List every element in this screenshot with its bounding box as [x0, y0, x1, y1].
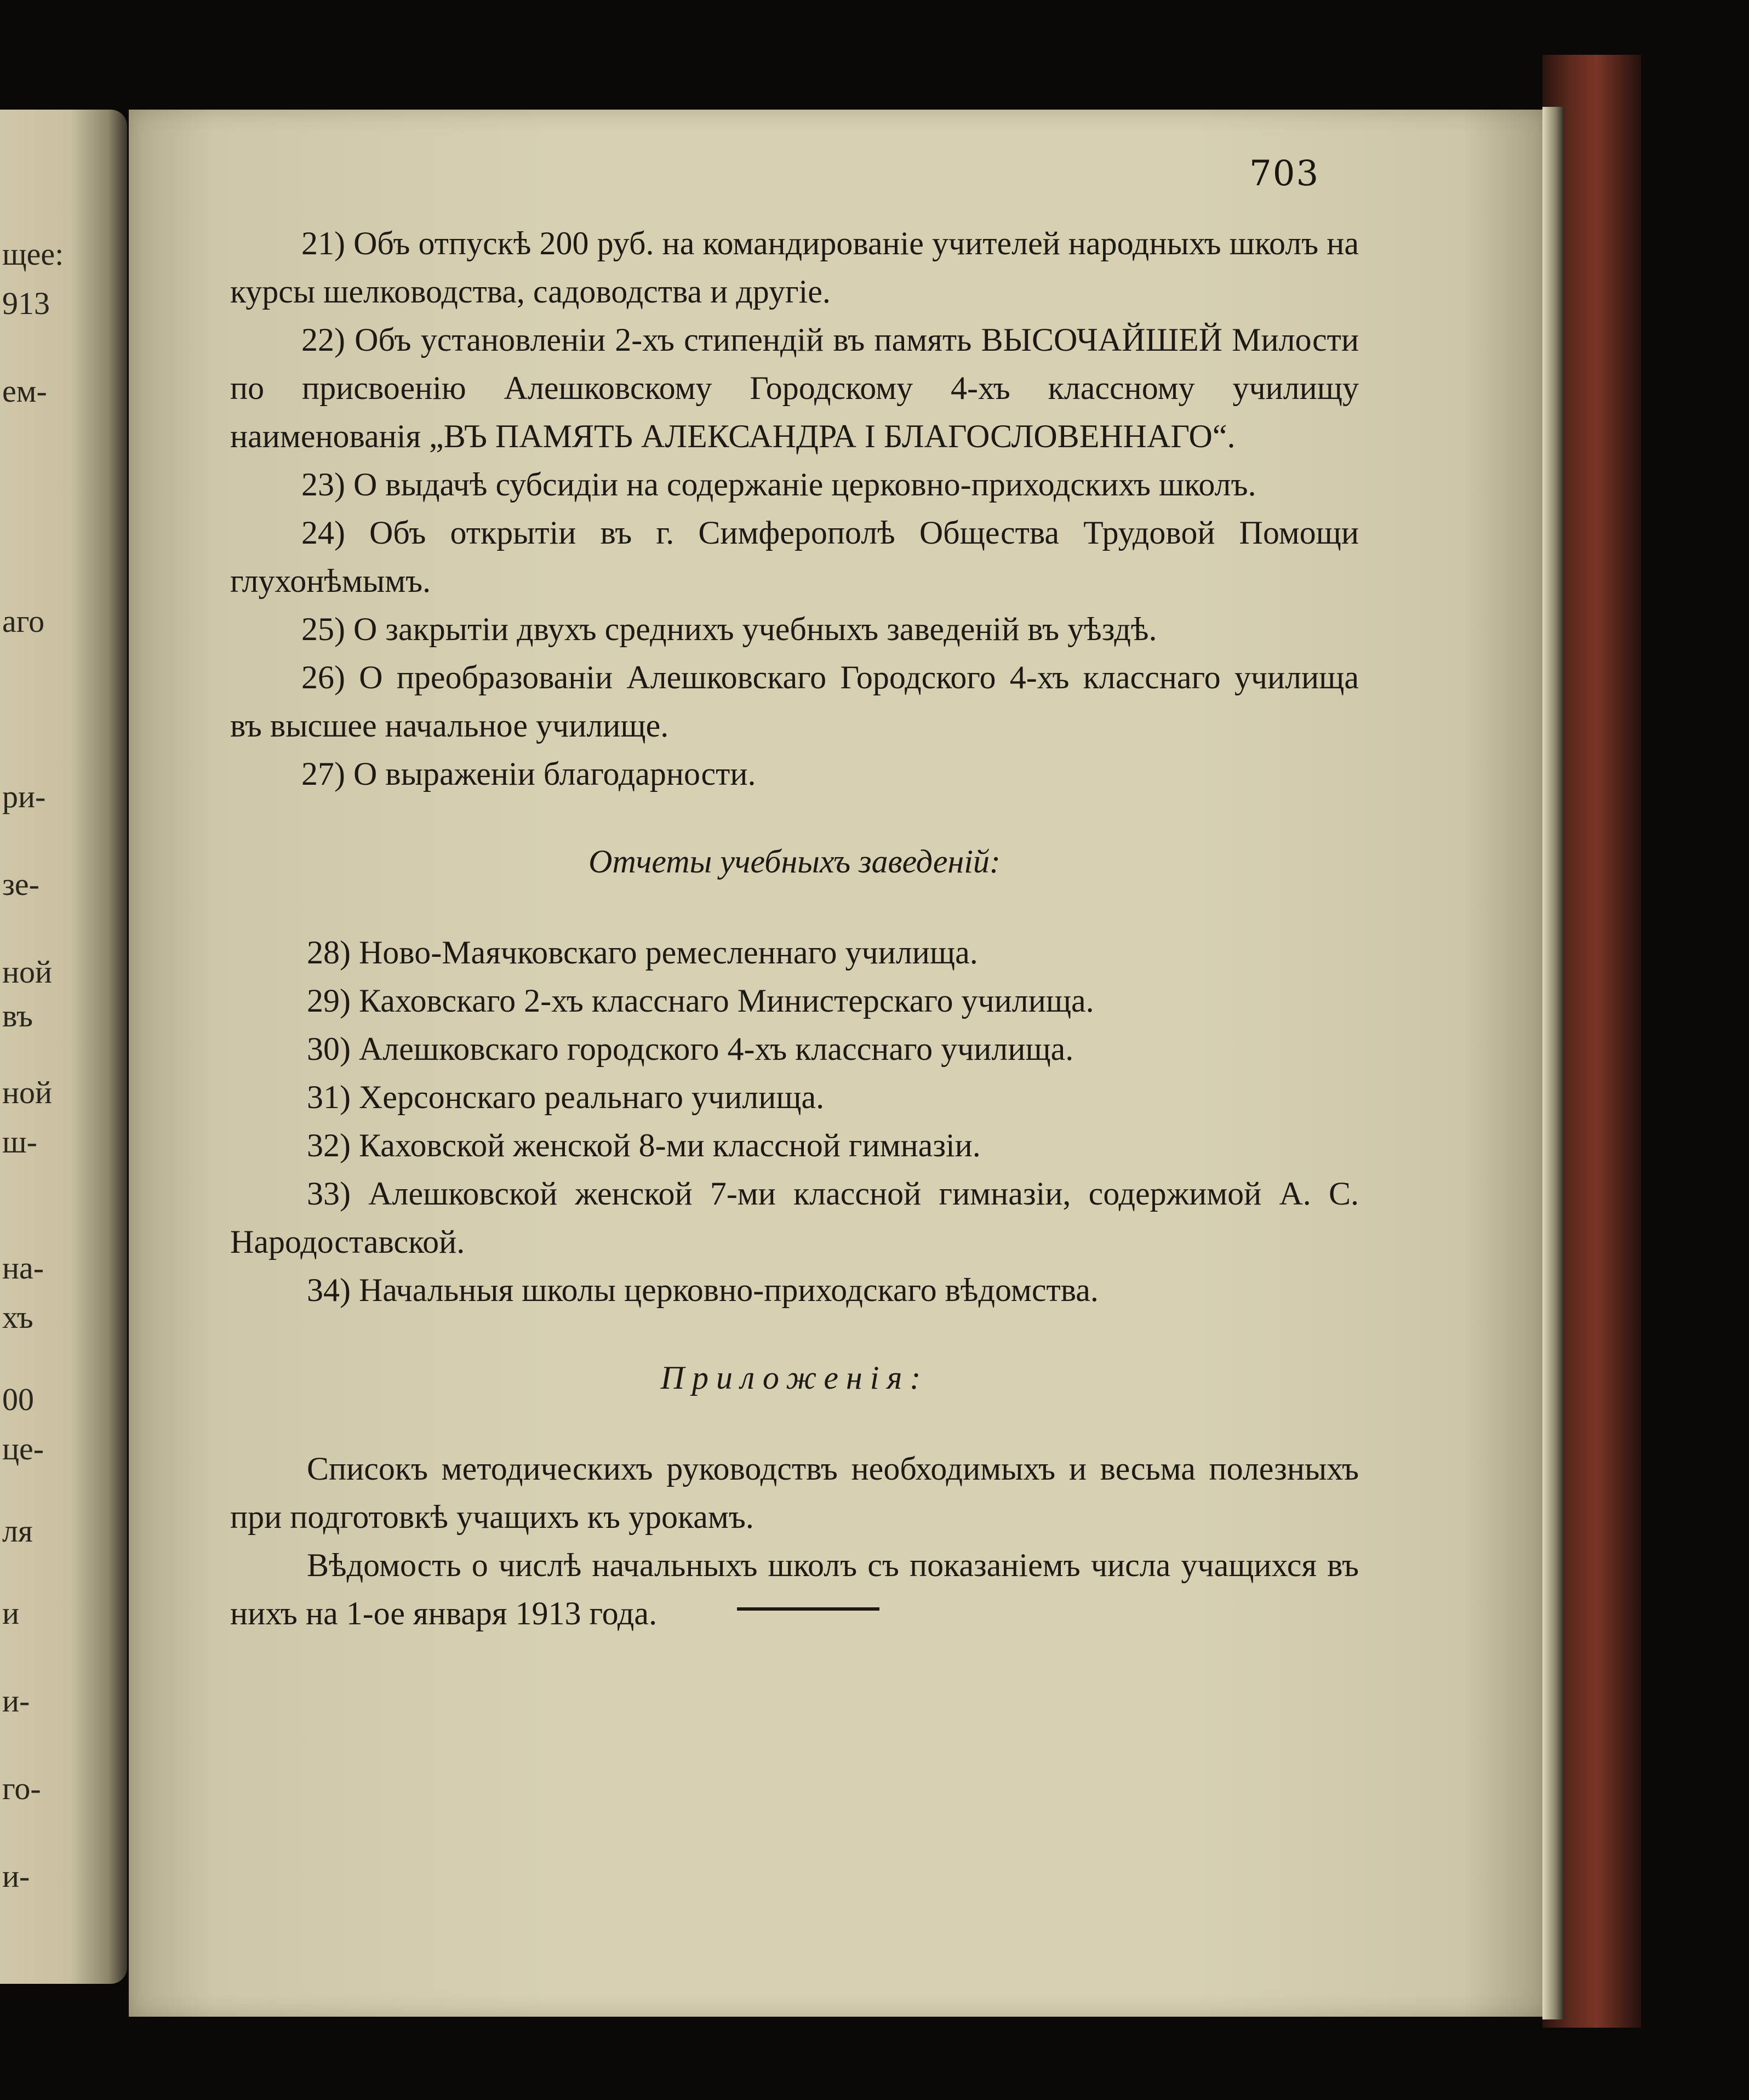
report-item: 31) Херсонскаго реальнаго училища. — [307, 1079, 825, 1115]
left-page-fragment: щее: — [2, 236, 64, 272]
section-heading-reports: Отчеты учебныхъ заведеній: — [588, 843, 1001, 880]
agenda-item: 26) О преобразованіи Алешковскаго Городского 4-хъ класснаго училища въ высшее начальное училище. — [230, 659, 1359, 744]
report-item: 32) Каховской женской 8-ми классной гимназіи. — [307, 1127, 981, 1163]
page-number: 703 — [1249, 153, 1320, 194]
agenda-item: 25) О закрытіи двухъ среднихъ учебныхъ заведеній въ уѣздѣ. — [301, 611, 1157, 647]
closing-rule — [737, 1607, 879, 1611]
page-gutter-shadow — [1542, 107, 1564, 2019]
appendix-item: Списокъ методическихъ руководствъ необходимыхъ и весьма полезныхъ при подготовкѣ учащихъ къ урокамъ. — [230, 1451, 1359, 1535]
report-item: 29) Каховскаго 2-хъ класснаго Министерскаго училища. — [307, 983, 1094, 1019]
appendix-item: Вѣдомость о числѣ начальныхъ школъ съ показаніемъ числа учащихся въ нихъ на 1-ое января 1913 года. — [230, 1547, 1359, 1631]
left-page-fragment: ной — [2, 1075, 53, 1110]
report-item: 33) Алешковской женской 7-ми классной гимназіи, содержимой А. С. Народоставской. — [230, 1175, 1359, 1260]
left-page-fragment: аго — [2, 603, 45, 639]
section-heading-appendix: Приложенія: — [660, 1360, 929, 1396]
left-page-fragment: зе- — [2, 866, 39, 902]
report-item: 34) Начальныя школы церковно-приходскаго вѣдомства. — [307, 1272, 1099, 1308]
left-page-fragment: въ — [2, 998, 33, 1034]
left-page-fragment: ем- — [2, 373, 47, 409]
left-page-fragment: го- — [2, 1771, 41, 1806]
agenda-item: 23) О выдачѣ субсидіи на содержаніе церковно-приходскихъ школъ. — [301, 466, 1256, 503]
left-page-fragment: хъ — [2, 1299, 33, 1335]
left-page-edge — [0, 110, 127, 1984]
left-page-fragment: и- — [2, 1683, 30, 1719]
left-page-fragment: ля — [2, 1513, 33, 1549]
left-page-fragment: на- — [2, 1250, 44, 1286]
report-item: 28) Ново-Маячковскаго ремесленнаго училища. — [307, 934, 978, 971]
page-body — [230, 219, 1359, 1637]
spacer — [230, 1314, 1359, 1354]
agenda-item: 24) Объ открытіи въ г. Симферополѣ Общества Трудовой Помощи глухонѣмымъ. — [230, 515, 1359, 599]
left-page-fragment: ной — [2, 954, 53, 990]
spacer — [230, 798, 1359, 837]
left-page-fragment: це- — [2, 1431, 44, 1466]
left-page-fragment: ри- — [2, 779, 46, 814]
left-page-fragment: 00 — [2, 1382, 34, 1417]
agenda-item: 22) Объ установленіи 2-хъ стипендій въ память ВЫСОЧАЙШЕЙ Милости по присвоенію Алешковскому Городскому 4-хъ классному училищу наименованія „ВЪ ПАМЯТЬ АЛЕКСАНДРА І БЛАГОСЛОВЕННАГО“. — [230, 322, 1359, 454]
left-page-fragment: и- — [2, 1858, 30, 1894]
left-page-fragment: ш- — [2, 1124, 37, 1160]
agenda-item: 27) О выраженіи благодарности. — [301, 756, 756, 792]
spacer — [230, 886, 1359, 928]
agenda-item: 21) Объ отпускѣ 200 руб. на командированіе учителей народныхъ школъ на курсы шелководства, садоводства и другіе. — [230, 225, 1359, 310]
left-page-fragment: и — [2, 1595, 20, 1631]
left-page-fragment: 913 — [2, 286, 50, 321]
spacer — [230, 1402, 1359, 1445]
report-item: 30) Алешковскаго городского 4-хъ класснаго училища. — [307, 1031, 1074, 1067]
